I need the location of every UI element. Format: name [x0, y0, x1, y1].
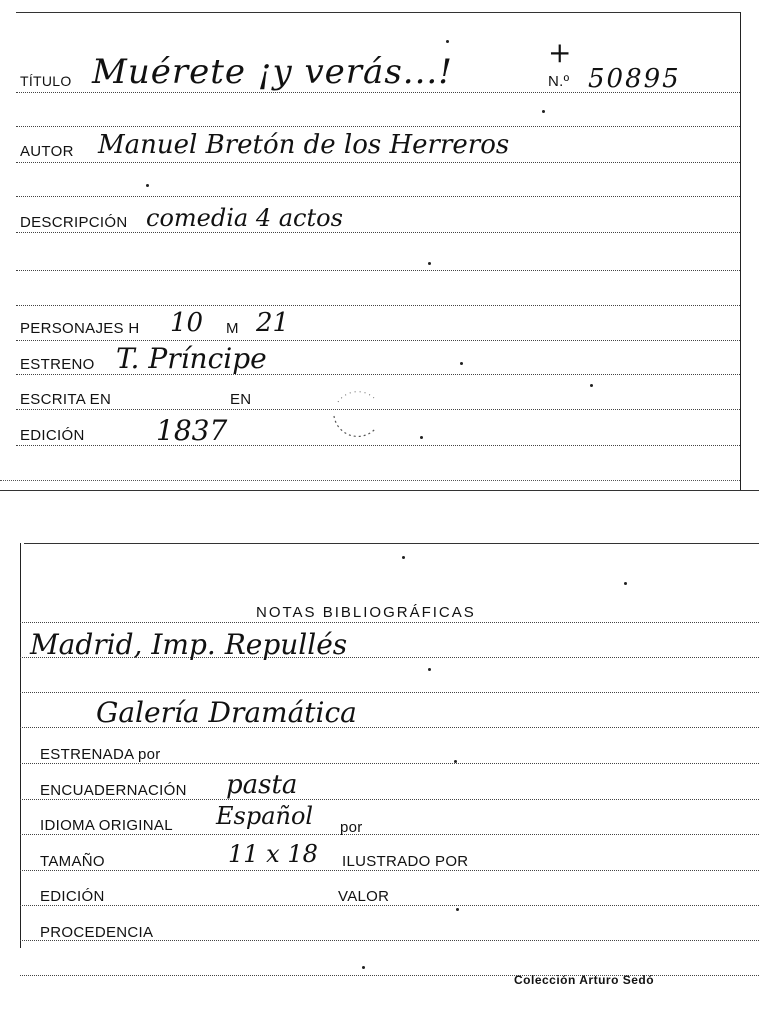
card-bottom-left-edge [20, 543, 21, 948]
rule [20, 870, 759, 871]
rule [20, 622, 759, 623]
edicion-value: 1837 [156, 414, 228, 447]
edicion-label: EDICIÓN [20, 427, 85, 444]
idioma-label: IDIOMA ORIGINAL [40, 817, 173, 834]
card-top-bottom-edge [0, 490, 759, 491]
personajes-label: PERSONAJES H [20, 320, 140, 337]
escrita-label: ESCRITA EN [20, 391, 112, 408]
autor-label: AUTOR [20, 143, 74, 160]
speck [590, 384, 593, 387]
personajes-m-label: M [226, 320, 239, 337]
card-top-bottom-edge-2 [0, 480, 740, 481]
speck [624, 582, 627, 585]
rule [16, 340, 740, 341]
rule [16, 305, 740, 306]
encuadernacion-label: ENCUADERNACIÓN [40, 782, 187, 799]
numero-mark: + [548, 36, 572, 69]
autor-value: Manuel Bretón de los Herreros [98, 130, 510, 160]
tamano-value: 11 x 18 [228, 840, 318, 868]
speck [420, 436, 423, 439]
idioma-value: Español [216, 802, 314, 830]
speck [542, 110, 545, 113]
speck [460, 362, 463, 365]
note-line-2: Galería Dramática [96, 696, 357, 729]
personajes-h-value: 10 [170, 308, 204, 338]
titulo-value: Muérete ¡y verás...! [92, 52, 453, 92]
numero-value: 50895 [588, 64, 681, 94]
card-top-top-edge [16, 12, 740, 13]
escrita-en-label: EN [230, 391, 252, 408]
rule [16, 270, 740, 271]
estreno-value: T. Príncipe [116, 342, 267, 375]
rule [16, 196, 740, 197]
rule [20, 763, 759, 764]
speck [454, 760, 457, 763]
speck [362, 966, 365, 969]
tamano-label: TAMAÑO [40, 853, 105, 870]
rule [16, 232, 740, 233]
stamp-mark [326, 384, 386, 444]
titulo-label: TÍTULO [20, 73, 72, 89]
edicion-bottom-label: EDICIÓN [40, 888, 105, 905]
idioma-por-label: por [340, 819, 363, 836]
card-bottom-top-edge [24, 543, 759, 544]
estrenada-label: ESTRENADA por [40, 746, 161, 763]
estreno-label: ESTRENO [20, 356, 95, 373]
procedencia-label: PROCEDENCIA [40, 924, 154, 941]
rule [20, 905, 759, 906]
notas-heading: NOTAS BIBLIOGRÁFICAS [256, 604, 476, 621]
rule [16, 126, 740, 127]
rule [16, 162, 740, 163]
speck [428, 262, 431, 265]
card-top-right-edge [740, 12, 741, 490]
note-line-1: Madrid, Imp. Repullés [30, 628, 348, 661]
descripcion-label: DESCRIPCIÓN [20, 214, 128, 231]
speck [402, 556, 405, 559]
coleccion-label: Colección Arturo Sedó [514, 973, 655, 987]
speck [446, 40, 449, 43]
encuadernacion-value: pasta [226, 770, 298, 800]
speck [428, 668, 431, 671]
ilustrado-label: ILUSTRADO POR [342, 853, 469, 870]
speck [456, 908, 459, 911]
rule [20, 692, 759, 693]
valor-label: VALOR [338, 888, 390, 905]
rule [16, 445, 740, 446]
personajes-m-value: 21 [256, 308, 290, 338]
rule [20, 799, 759, 800]
speck [146, 184, 149, 187]
descripcion-value: comedia 4 actos [146, 204, 343, 232]
numero-label: N.º [548, 73, 570, 90]
rule [20, 834, 759, 835]
